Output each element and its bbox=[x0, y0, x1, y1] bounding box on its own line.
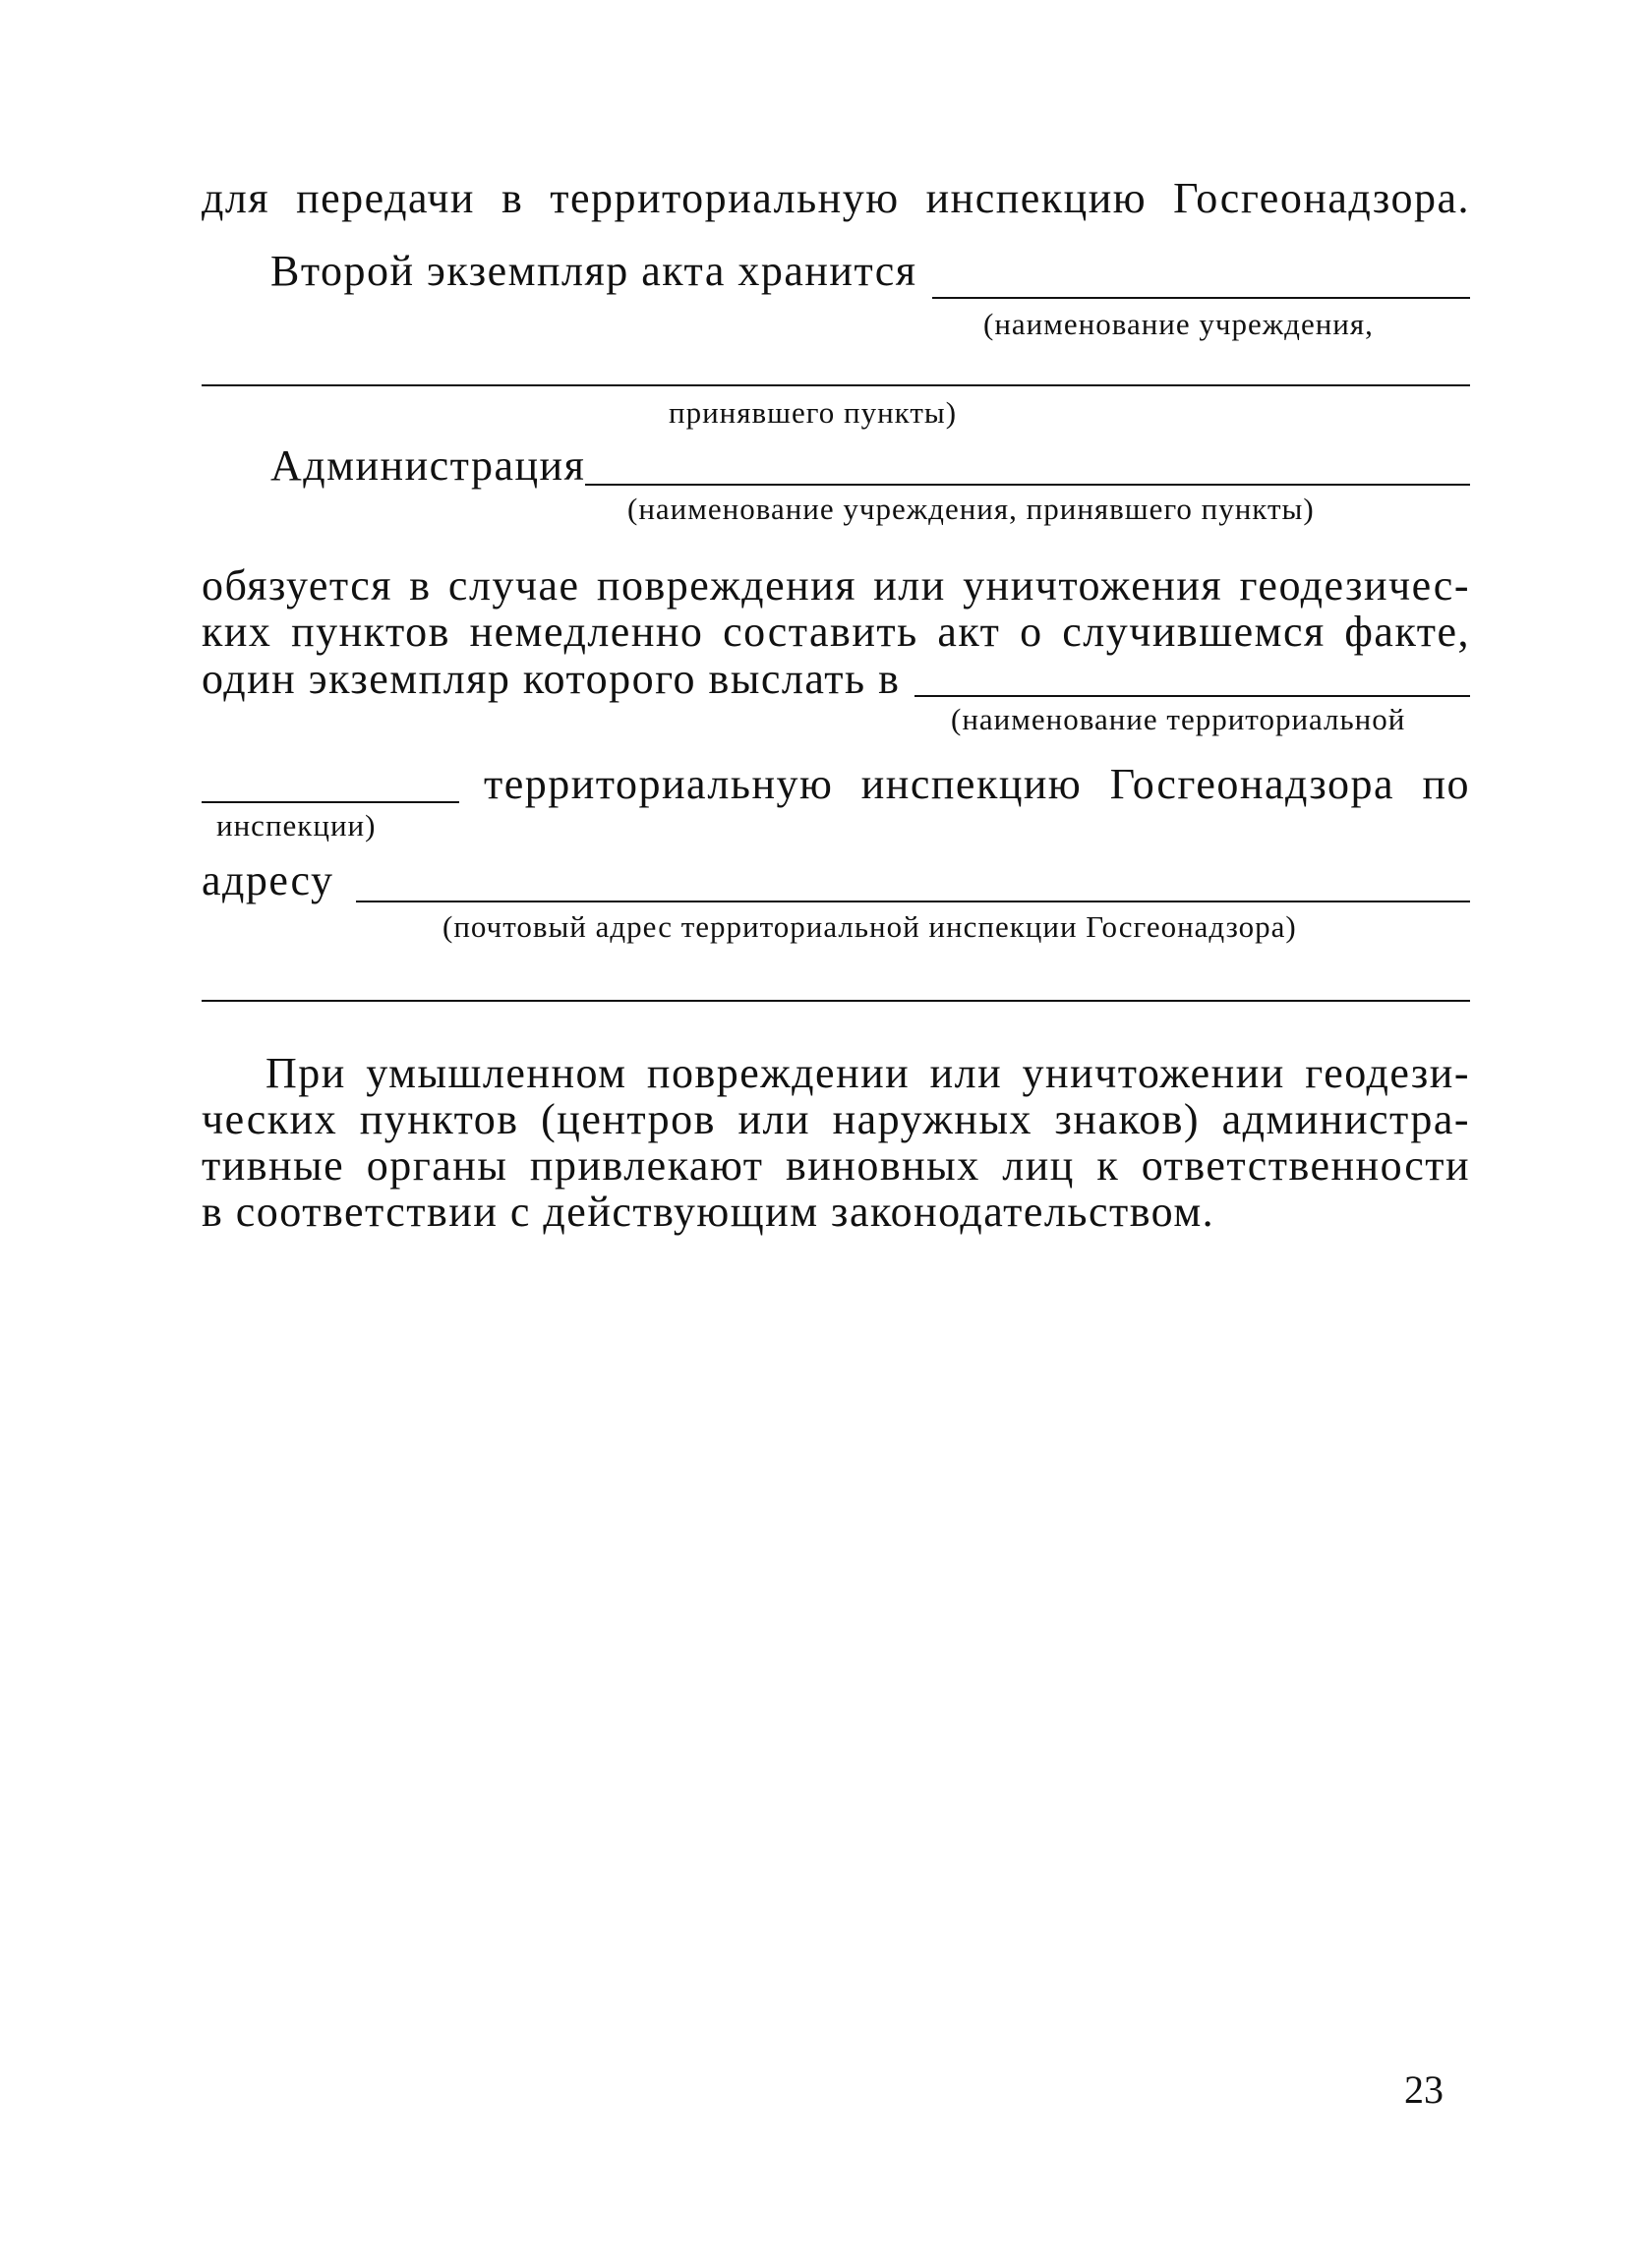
obligation-line-3: один экземпляр которого выслать в bbox=[202, 655, 901, 703]
second-copy-label: Второй экземпляр акта хранится bbox=[270, 247, 917, 295]
administration-blank-line bbox=[585, 484, 1470, 486]
caption-territorial-end: инспекции) bbox=[216, 808, 377, 843]
second-copy-blank-line bbox=[932, 297, 1470, 299]
final-line-4: в соответствии с действующим законодательством. bbox=[202, 1188, 1215, 1236]
territorial-blank-line bbox=[914, 695, 1470, 697]
caption-postal-address: (почтовый адрес территориальной инспекции Госгеонадзора) bbox=[442, 909, 1297, 944]
caption-territorial-start: (наименование территориальной bbox=[951, 702, 1406, 736]
address-label: адресу bbox=[202, 856, 334, 904]
address-second-blank-line bbox=[202, 1000, 1470, 1002]
address-blank-line bbox=[356, 901, 1470, 902]
caption-institution-start: (наименование учреждения, bbox=[983, 307, 1374, 341]
caption-institution-end: принявшего пункты) bbox=[669, 395, 958, 430]
final-line-2: ческих пунктов (центров или наружных знаков) администра- bbox=[202, 1095, 1470, 1143]
territorial-short-blank-line bbox=[202, 801, 459, 803]
administration-label: Администрация bbox=[270, 441, 586, 490]
caption-institution-full: (наименование учреждения, принявшего пункты) bbox=[627, 492, 1315, 526]
obligation-line-2: ких пунктов немедленно составить акт о случившемся факте, bbox=[202, 608, 1470, 656]
final-line-1: При умышленном повреждении или уничтожении геодези- bbox=[265, 1049, 1470, 1097]
obligation-line-1: обязуется в случае повреждения или уничтожения геодезичес- bbox=[202, 561, 1470, 610]
final-line-3: тивные органы привлекают виновных лиц к ответственности bbox=[202, 1141, 1470, 1190]
text-line-transfer: для передачи в территориальную инспекцию Госгеонадзора. bbox=[202, 174, 1470, 222]
territorial-inspection-text: территориальную инспекцию Госгеонадзора по bbox=[484, 760, 1470, 808]
page-number: 23 bbox=[1404, 2067, 1444, 2112]
institution-blank-line bbox=[202, 384, 1470, 386]
